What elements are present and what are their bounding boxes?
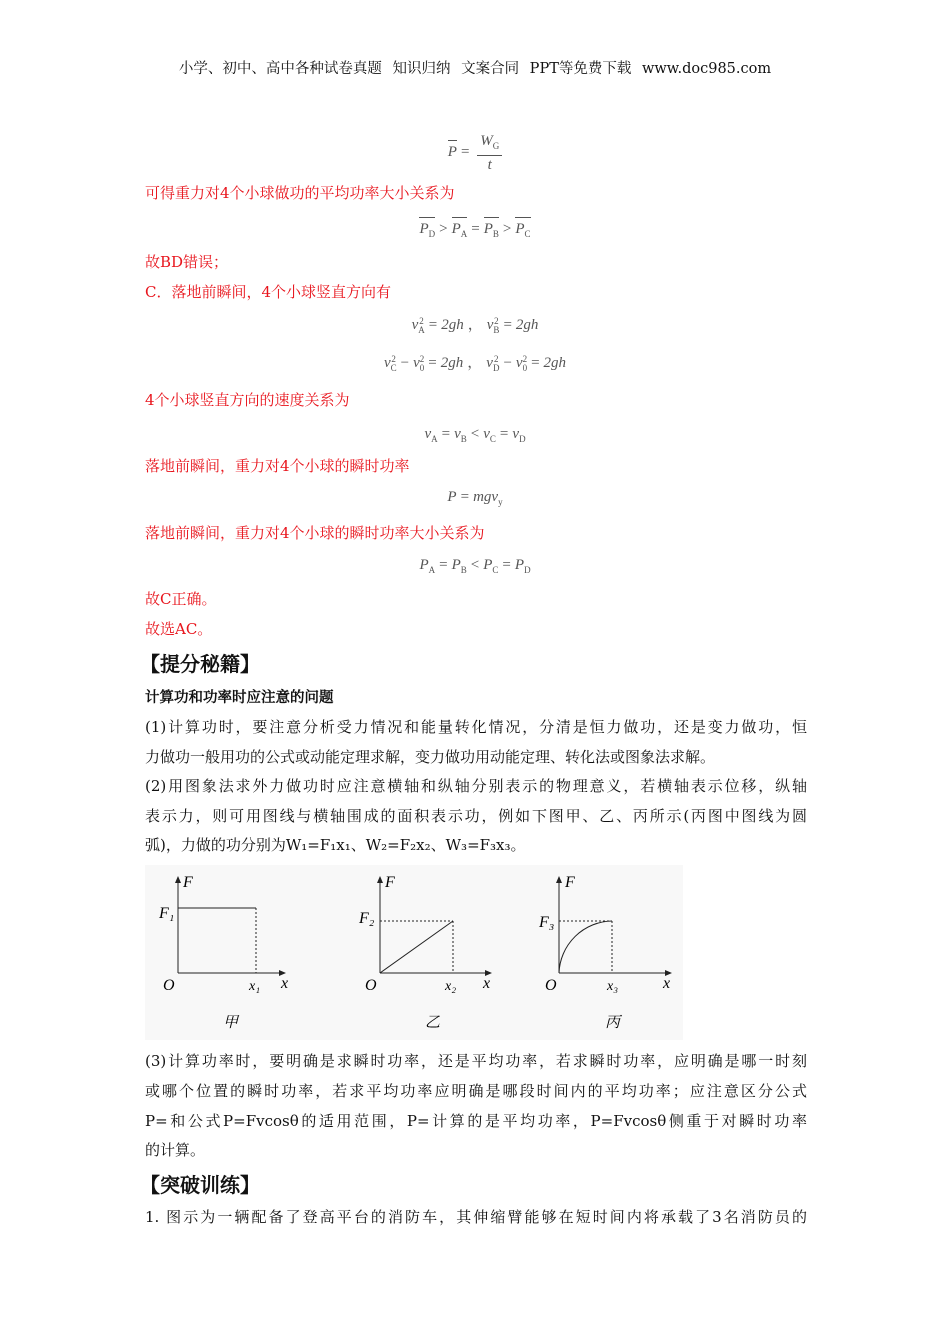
formula-sub: B xyxy=(492,228,499,239)
formula xyxy=(0,217,950,239)
numerator xyxy=(477,132,502,156)
formula xyxy=(0,487,950,507)
red-text-line: 可得重力对4个小球做功的平均功率大小关系为 xyxy=(145,184,455,202)
formula-term: v C xyxy=(483,426,496,444)
formula-term: 2gh xyxy=(440,355,464,371)
formula-indices xyxy=(493,355,500,373)
formula-sub: C xyxy=(489,433,496,444)
red-text-line: 故C正确。 xyxy=(145,590,217,608)
formula-term: 2gh xyxy=(515,317,539,333)
formula-sup: 2 xyxy=(493,353,499,364)
para-line: 的计算。 xyxy=(145,1141,206,1159)
formula-term: P xyxy=(448,140,457,162)
formula-term: P D xyxy=(419,217,435,239)
formula-sub: D xyxy=(524,564,531,575)
formula-indices xyxy=(461,557,467,575)
formula-term: mgv y xyxy=(473,489,503,507)
formula-indices xyxy=(461,221,468,239)
formula-term: P D xyxy=(514,557,531,575)
formula-indices xyxy=(492,557,498,575)
formula-average-power xyxy=(0,132,950,174)
formula-sub: A xyxy=(428,564,436,575)
origin-label: O xyxy=(545,977,557,994)
red-text-line: 4个小球竖直方向的速度关系为 xyxy=(145,391,350,409)
section-heading: 【提分秘籍】 xyxy=(140,652,260,676)
axis-label-f: F xyxy=(183,874,193,891)
origin-label: O xyxy=(365,977,377,994)
para-line: 弧)，力做的功分别为W₁=F₁x₁、W₂=F₂x₂、W₃=F₃x₃。 xyxy=(145,836,526,854)
formula-op: < xyxy=(470,557,480,573)
caption: 乙 xyxy=(425,1015,441,1031)
formula-term: P C xyxy=(483,557,499,575)
formula-term: v 2 C xyxy=(383,353,397,373)
formula-indices xyxy=(493,221,499,239)
formula-term: v A xyxy=(424,426,438,444)
formula-op: = xyxy=(428,355,437,371)
formula-term: 2gh xyxy=(543,355,567,371)
formula-sub: B xyxy=(460,433,467,444)
section-heading: 【突破训练】 xyxy=(140,1173,260,1197)
para-line: 或哪个位置的瞬时功率，若求平均功率应明确是哪段时间内的平均功率；应注意区分公式 xyxy=(145,1082,807,1100)
formula-sub: B xyxy=(460,564,467,575)
formula-op: < xyxy=(470,426,480,442)
formula-sup: 2 xyxy=(494,315,499,326)
formula-op: − xyxy=(503,355,512,371)
formula-op: = xyxy=(460,144,470,161)
caption: 丙 xyxy=(605,1015,621,1031)
formula-op: = xyxy=(441,426,451,442)
red-text-line: 故BD错误； xyxy=(145,253,229,271)
formula-indices xyxy=(523,355,528,373)
formula-term: 2gh xyxy=(441,317,464,333)
formula-sub: C xyxy=(492,564,499,575)
formula-op: = xyxy=(499,426,509,442)
page-header: 小学、初中、高中各种试卷真题 知识归纳 文案合同 PPT等免费下载 www.doc985.com xyxy=(178,61,772,77)
para-line: (1)计算功时，要注意分析受力情况和能量转化情况，分清是恒力做功，还是变力做功，恒 xyxy=(145,718,807,736)
formula-sup: 2 xyxy=(391,353,396,364)
x-value: x₃ xyxy=(607,979,619,994)
formula-op: = xyxy=(439,557,448,573)
formula-sub: y xyxy=(498,496,503,507)
red-text-line: 落地前瞬间，重力对4个小球的瞬时功率 xyxy=(145,457,410,475)
caption: 甲 xyxy=(223,1015,239,1031)
f-value: F₁ xyxy=(159,905,175,922)
formula-sup: 2 xyxy=(522,353,528,364)
para-line: (2)用图象法求外力做功时应注意横轴和纵轴分别表示的物理意义，若横轴表示位移，纵轴 xyxy=(145,777,807,795)
formula-op: = xyxy=(471,221,480,237)
formula-indices xyxy=(431,426,438,444)
formula-indices xyxy=(429,221,436,239)
f-value: F₃ xyxy=(539,914,555,931)
formula-term: v D xyxy=(512,426,526,444)
formula-op: − xyxy=(400,355,410,371)
formula-op: > xyxy=(439,221,448,237)
formula-op: = xyxy=(502,557,511,573)
formula-sub: A xyxy=(418,324,425,335)
axis-label-f: F xyxy=(565,874,575,891)
formula-term: P B xyxy=(484,217,499,239)
formula xyxy=(0,353,950,373)
formula-op: = xyxy=(531,355,540,371)
formula-op: = xyxy=(460,489,470,505)
axis-label-x: x xyxy=(281,975,289,992)
formula-indices xyxy=(418,317,425,335)
formula-sub: A xyxy=(431,433,438,444)
fraction xyxy=(477,132,502,174)
formula-term: v 2 0 xyxy=(515,353,528,373)
para-line: 表示力，则可用图线与横轴围成的面积表示功，例如下图甲、乙、丙所示(丙图中图线为圆 xyxy=(145,807,807,825)
formula-indices xyxy=(429,557,436,575)
formula-sub: 0 xyxy=(522,362,528,373)
axis-label-x: x xyxy=(483,975,491,992)
formula-op: = xyxy=(503,317,512,333)
figure-background xyxy=(145,865,683,1040)
formula-indices xyxy=(490,426,496,444)
formula-op: ， xyxy=(467,317,483,333)
formula-indices xyxy=(391,355,397,373)
x-value: x₂ xyxy=(445,979,457,994)
force-displacement-figure xyxy=(145,865,683,1040)
axis-label-f: F xyxy=(385,874,395,891)
formula-sup: 2 xyxy=(419,353,425,364)
formula-sub: C xyxy=(390,362,397,373)
denominator: t xyxy=(487,157,492,173)
formula-term: W xyxy=(480,133,493,149)
formula xyxy=(0,424,950,444)
para-line: (3)计算功率时，要明确是求瞬时功率，还是平均功率，若求瞬时功率，应明确是哪一时刻 xyxy=(145,1052,807,1070)
red-text-line: 故选AC。 xyxy=(145,620,213,638)
question-text: 1. 图示为一辆配备了登高平台的消防车，其伸缩臂能够在短时间内将承载了3名消防员的 xyxy=(145,1208,807,1226)
red-text-line: 落地前瞬间，重力对4个小球的瞬时功率大小关系为 xyxy=(145,524,485,542)
x-value: x₁ xyxy=(249,979,261,994)
origin-label: O xyxy=(163,977,175,994)
para-line: 力做功一般用功的公式或动能定理求解，变力做功用动能定理、转化法或图象法求解。 xyxy=(145,748,716,766)
formula-op: ， xyxy=(467,355,483,371)
f-value: F₂ xyxy=(359,910,375,927)
formula-indices xyxy=(498,489,503,507)
subtitle: 计算功和功率时应注意的问题 xyxy=(145,690,334,706)
formula-indices xyxy=(525,221,531,239)
formula-term: P B xyxy=(451,557,467,575)
formula-op: > xyxy=(502,221,512,237)
formula-sub: 0 xyxy=(419,362,425,373)
formula-sub: G xyxy=(492,141,500,151)
formula-sup: 2 xyxy=(419,315,424,326)
para-line: P=和公式P=Fvcosθ的适用范围，P=计算的是平均功率，P=Fvcosθ侧重于对瞬时功率 xyxy=(145,1112,807,1130)
formula-term: v 2 D xyxy=(486,353,500,373)
formula-term: v B xyxy=(454,426,467,444)
formula-indices xyxy=(420,355,425,373)
formula-sub: D xyxy=(519,433,526,444)
formula-sub: B xyxy=(493,324,500,335)
formula xyxy=(0,315,950,335)
formula-term: P xyxy=(447,489,457,505)
formula-term: v 2 0 xyxy=(413,353,425,373)
formula-term: P A xyxy=(419,557,436,575)
formula-indices xyxy=(493,317,499,335)
formula-term: v 2 A xyxy=(411,315,425,335)
formula-indices xyxy=(524,557,531,575)
formula-sub: D xyxy=(492,362,500,373)
formula-sub: A xyxy=(460,228,468,239)
formula-term: P A xyxy=(452,217,468,239)
formula-op: = xyxy=(428,317,438,333)
formula-sub: D xyxy=(428,228,436,239)
formula-indices xyxy=(461,426,467,444)
formula xyxy=(0,555,950,575)
formula-term: P C xyxy=(515,217,530,239)
red-text-line: C．落地前瞬间，4个小球竖直方向有 xyxy=(145,283,392,301)
axis-label-x: x xyxy=(663,975,671,992)
formula-indices xyxy=(519,426,526,444)
formula-sub: C xyxy=(524,228,531,239)
formula-term: v 2 B xyxy=(486,315,500,335)
